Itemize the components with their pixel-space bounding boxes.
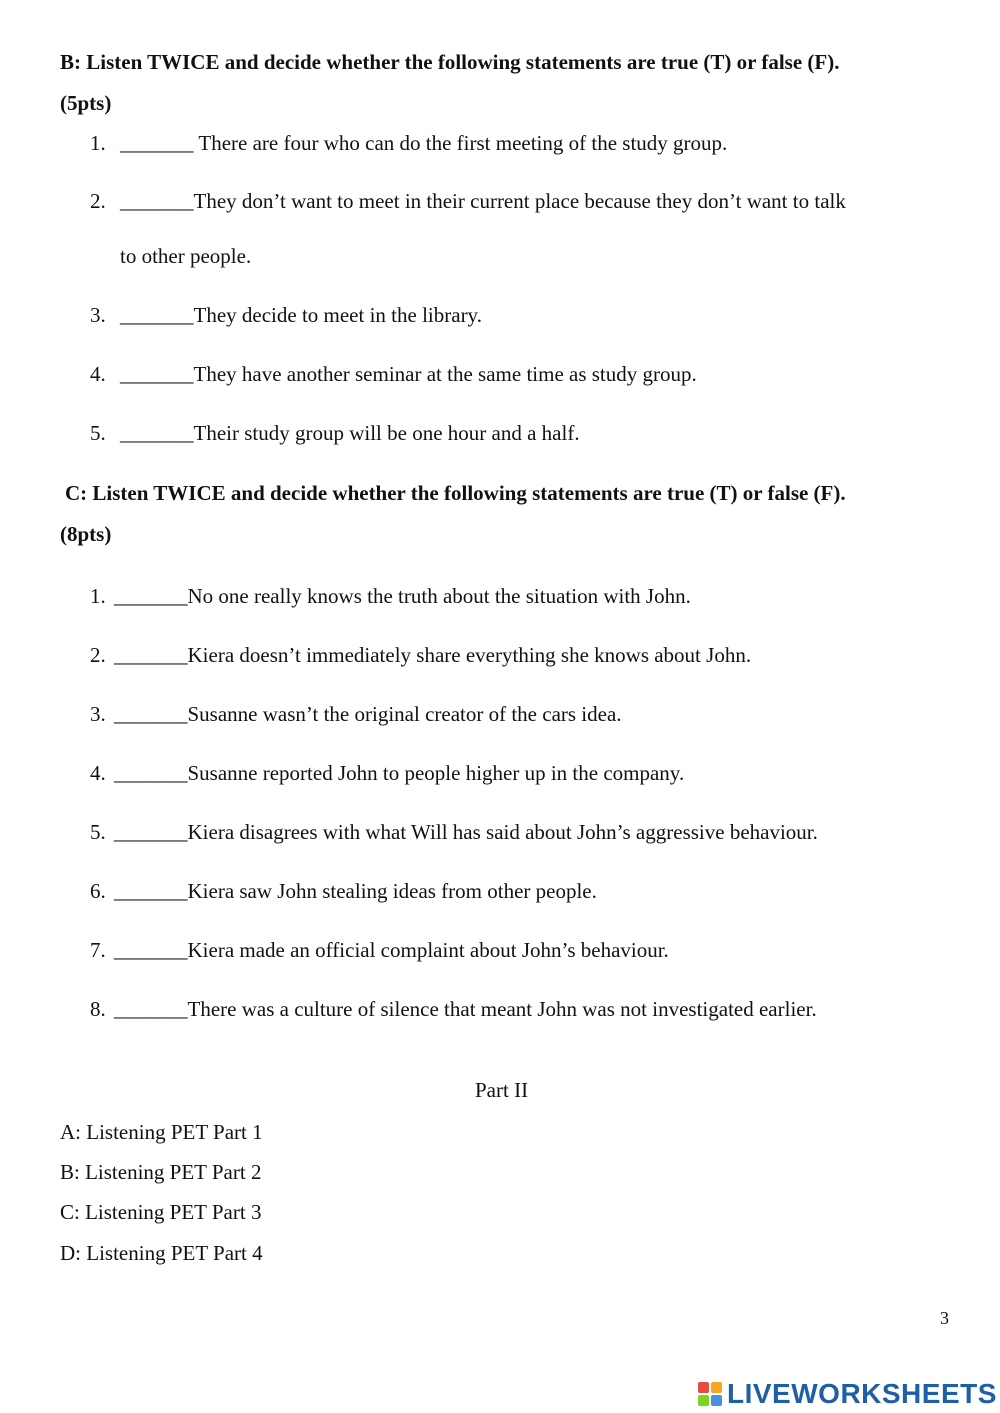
section-b-item-2: 2. _______They don’t want to meet in their current place because they don’t want to talk <box>90 189 846 213</box>
answer-blank[interactable]: _______ <box>114 997 188 1021</box>
section-c-item-6: 6. _______Kiera saw John stealing ideas from other people. <box>90 879 597 903</box>
part-2-item-c: C: Listening PET Part 3 <box>60 1200 262 1224</box>
answer-blank[interactable]: _______ <box>120 189 194 213</box>
answer-blank[interactable]: _______ <box>114 938 188 962</box>
section-c-item-2: 2. _______Kiera doesn’t immediately share everything she knows about John. <box>90 643 752 667</box>
part-2-item-d: D: Listening PET Part 4 <box>60 1241 263 1265</box>
page-number: 3 <box>940 1308 949 1328</box>
part-2-item-b: B: Listening PET Part 2 <box>60 1160 262 1184</box>
section-c-item-1: 1. _______No one really knows the truth about the situation with John. <box>90 584 691 608</box>
part-2-item-a: A: Listening PET Part 1 <box>60 1120 263 1144</box>
section-c-item-4: 4. _______Susanne reported John to people higher up in the company. <box>90 761 685 785</box>
section-c-heading: C: Listen TWICE and decide whether the following statements are true (T) or false (F). <box>65 481 846 505</box>
answer-blank[interactable]: _______ <box>114 702 188 726</box>
answer-blank[interactable]: _______ <box>114 584 188 608</box>
liveworksheets-logo-text: LIVEWORKSHEETS <box>727 1378 997 1409</box>
answer-blank[interactable]: _______ <box>120 362 194 386</box>
section-b-item-5: 5. _______Their study group will be one hour and a half. <box>90 421 580 445</box>
section-b-points: (5pts) <box>60 91 112 115</box>
section-c-item-3: 3. _______Susanne wasn’t the original creator of the cars idea. <box>90 702 622 726</box>
section-b-item-3: 3. _______They decide to meet in the library. <box>90 303 482 327</box>
section-c-item-5: 5. _______Kiera disagrees with what Will has said about John’s aggressive behaviour. <box>90 820 818 844</box>
section-b-heading: B: Listen TWICE and decide whether the following statements are true (T) or false (F). <box>60 50 840 74</box>
liveworksheets-logo <box>698 1377 997 1411</box>
answer-blank[interactable]: _______ <box>120 303 194 327</box>
answer-blank[interactable]: _______ <box>120 421 194 445</box>
section-c-item-7: 7. _______Kiera made an official complaint about John’s behaviour. <box>90 938 669 962</box>
answer-blank[interactable]: _______ <box>114 879 188 903</box>
section-c-item-8: 8. _______There was a culture of silence that meant John was not investigated earlier. <box>90 997 817 1021</box>
part-2-title: Part II <box>475 1078 529 1102</box>
answer-blank[interactable]: _______ <box>114 761 188 785</box>
answer-blank[interactable]: _______ <box>114 820 188 844</box>
section-b-item-4: 4. _______They have another seminar at the same time as study group. <box>90 362 697 386</box>
section-b-item-1: 1. _______ There are four who can do the first meeting of the study group. <box>90 131 728 155</box>
liveworksheets-logo-icon <box>698 1382 722 1406</box>
section-c-points: (8pts) <box>60 522 112 546</box>
section-b-item-2-continuation: to other people. <box>120 244 252 268</box>
answer-blank[interactable]: _______ <box>114 643 188 667</box>
answer-blank[interactable]: _______ <box>120 131 194 155</box>
